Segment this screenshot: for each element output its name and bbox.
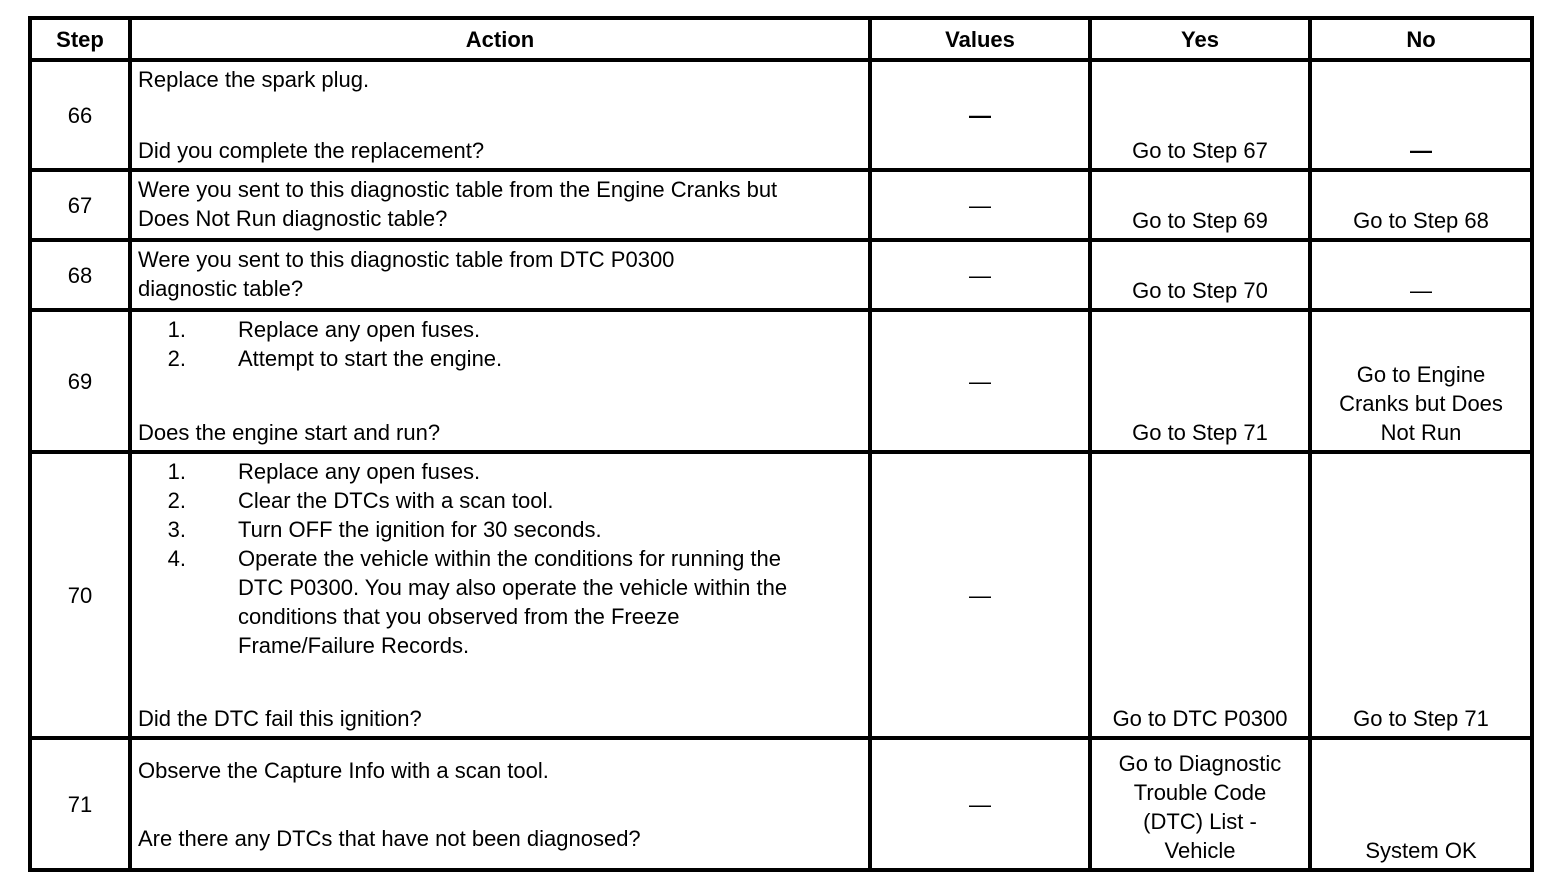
no-line: Cranks but Does xyxy=(1339,391,1503,416)
yes-line: (DTC) List - xyxy=(1143,809,1257,834)
yes-cell xyxy=(1090,240,1310,310)
list-text: Attempt to start the engine. xyxy=(238,346,503,371)
list-text-line: conditions that you observed from the Freeze xyxy=(238,604,680,629)
list-text: Turn OFF the ignition for 30 seconds. xyxy=(238,517,602,542)
action-cell xyxy=(130,452,870,738)
no-cell xyxy=(1310,738,1532,870)
yes-line: Vehicle xyxy=(1164,838,1236,863)
table-row xyxy=(30,60,1532,170)
list-number: 3. xyxy=(167,517,186,542)
yes-cell xyxy=(1090,452,1310,738)
yes-line: Go to Diagnostic xyxy=(1118,751,1282,776)
no-link: Go to Step 68 xyxy=(1353,208,1489,233)
list-item xyxy=(138,544,864,660)
no-link: Go to Step 71 xyxy=(1353,706,1489,731)
no-cell xyxy=(1310,170,1532,240)
no-dash: — xyxy=(1410,278,1432,303)
list-text: Clear the DTCs with a scan tool. xyxy=(238,488,554,513)
question-line: Were you sent to this diagnostic table from DTC P0300 xyxy=(138,247,675,272)
list-text-line: Operate the vehicle within the conditions for running the xyxy=(238,546,781,571)
action-cell xyxy=(130,738,870,870)
header-row xyxy=(30,18,1532,60)
header-step: Step xyxy=(30,18,130,60)
action-cell xyxy=(130,170,870,240)
list-number: 2. xyxy=(167,488,186,513)
header-action: Action xyxy=(130,18,870,60)
values-dash: — xyxy=(969,192,991,218)
values-cell xyxy=(870,240,1090,310)
no-cell xyxy=(1310,60,1532,170)
action-cell xyxy=(130,310,870,452)
list-text xyxy=(186,544,787,660)
list-item xyxy=(138,515,864,544)
procedure-list xyxy=(138,457,864,660)
no-cell xyxy=(1310,310,1532,452)
diagnostic-table xyxy=(28,16,1534,872)
action-cell xyxy=(130,60,870,170)
yes-cell xyxy=(1090,738,1310,870)
step-number: 68 xyxy=(30,240,130,310)
question-text: Are there any DTCs that have not been diagnosed? xyxy=(138,825,641,851)
question-text: Did you complete the replacement? xyxy=(138,138,485,163)
yes-link: Go to Step 71 xyxy=(1132,420,1268,445)
values-cell xyxy=(870,310,1090,452)
list-text: Replace any open fuses. xyxy=(238,317,481,342)
header-values: Values xyxy=(870,18,1090,60)
no-cell xyxy=(1310,240,1532,310)
yes-cell xyxy=(1090,170,1310,240)
header-no: No xyxy=(1310,18,1532,60)
yes-link: Go to Step 69 xyxy=(1132,208,1268,233)
action-cell xyxy=(130,240,870,310)
step-number: 67 xyxy=(30,170,130,240)
values-cell xyxy=(870,60,1090,170)
values-dash: — xyxy=(969,582,991,608)
list-number: 2. xyxy=(167,346,186,371)
table-row xyxy=(30,310,1532,452)
no-cell xyxy=(1310,452,1532,738)
question-text: Does the engine start and run? xyxy=(138,420,441,445)
values-cell xyxy=(870,452,1090,738)
values-dash: — xyxy=(969,368,991,394)
list-item xyxy=(138,457,864,486)
table-row xyxy=(30,738,1532,870)
yes-cell xyxy=(1090,310,1310,452)
table-row xyxy=(30,452,1532,738)
action-text: Replace the spark plug. xyxy=(138,67,370,92)
list-number: 1. xyxy=(167,317,186,342)
values-cell xyxy=(870,738,1090,870)
step-number: 69 xyxy=(30,310,130,452)
question-line: Does Not Run diagnostic table? xyxy=(138,206,448,231)
list-item xyxy=(138,486,864,515)
values-dash: — xyxy=(969,791,991,817)
no-line: Go to Engine xyxy=(1356,362,1486,387)
yes-line: Trouble Code xyxy=(1133,780,1267,805)
question-line: Were you sent to this diagnostic table from the Engine Cranks but xyxy=(138,177,778,202)
yes-link: Go to DTC P0300 xyxy=(1112,706,1288,731)
values-dash: — xyxy=(969,102,991,128)
list-text-line: DTC P0300. You may also operate the vehicle within the xyxy=(238,575,788,600)
step-number: 71 xyxy=(30,738,130,870)
action-text: Observe the Capture Info with a scan tool. xyxy=(138,757,549,783)
step-number: 66 xyxy=(30,60,130,170)
question-line: diagnostic table? xyxy=(138,276,304,301)
yes-link: Go to Step 70 xyxy=(1132,278,1268,303)
values-cell xyxy=(870,170,1090,240)
table-row xyxy=(30,240,1532,310)
yes-link: Go to Step 67 xyxy=(1132,138,1268,163)
no-dash: — xyxy=(1410,138,1432,163)
header-yes: Yes xyxy=(1090,18,1310,60)
list-text-line: Frame/Failure Records. xyxy=(238,633,470,658)
list-text: Replace any open fuses. xyxy=(238,459,481,484)
values-dash: — xyxy=(969,262,991,288)
step-number: 70 xyxy=(30,452,130,738)
list-item xyxy=(138,344,864,373)
procedure-list xyxy=(138,315,864,373)
list-number: 1. xyxy=(167,459,186,484)
no-line: Not Run xyxy=(1380,420,1462,445)
table-row xyxy=(30,170,1532,240)
yes-cell xyxy=(1090,60,1310,170)
no-link: System OK xyxy=(1365,838,1477,863)
question-text: Did the DTC fail this ignition? xyxy=(138,706,422,731)
list-number: 4. xyxy=(167,546,186,571)
list-item xyxy=(138,315,864,344)
